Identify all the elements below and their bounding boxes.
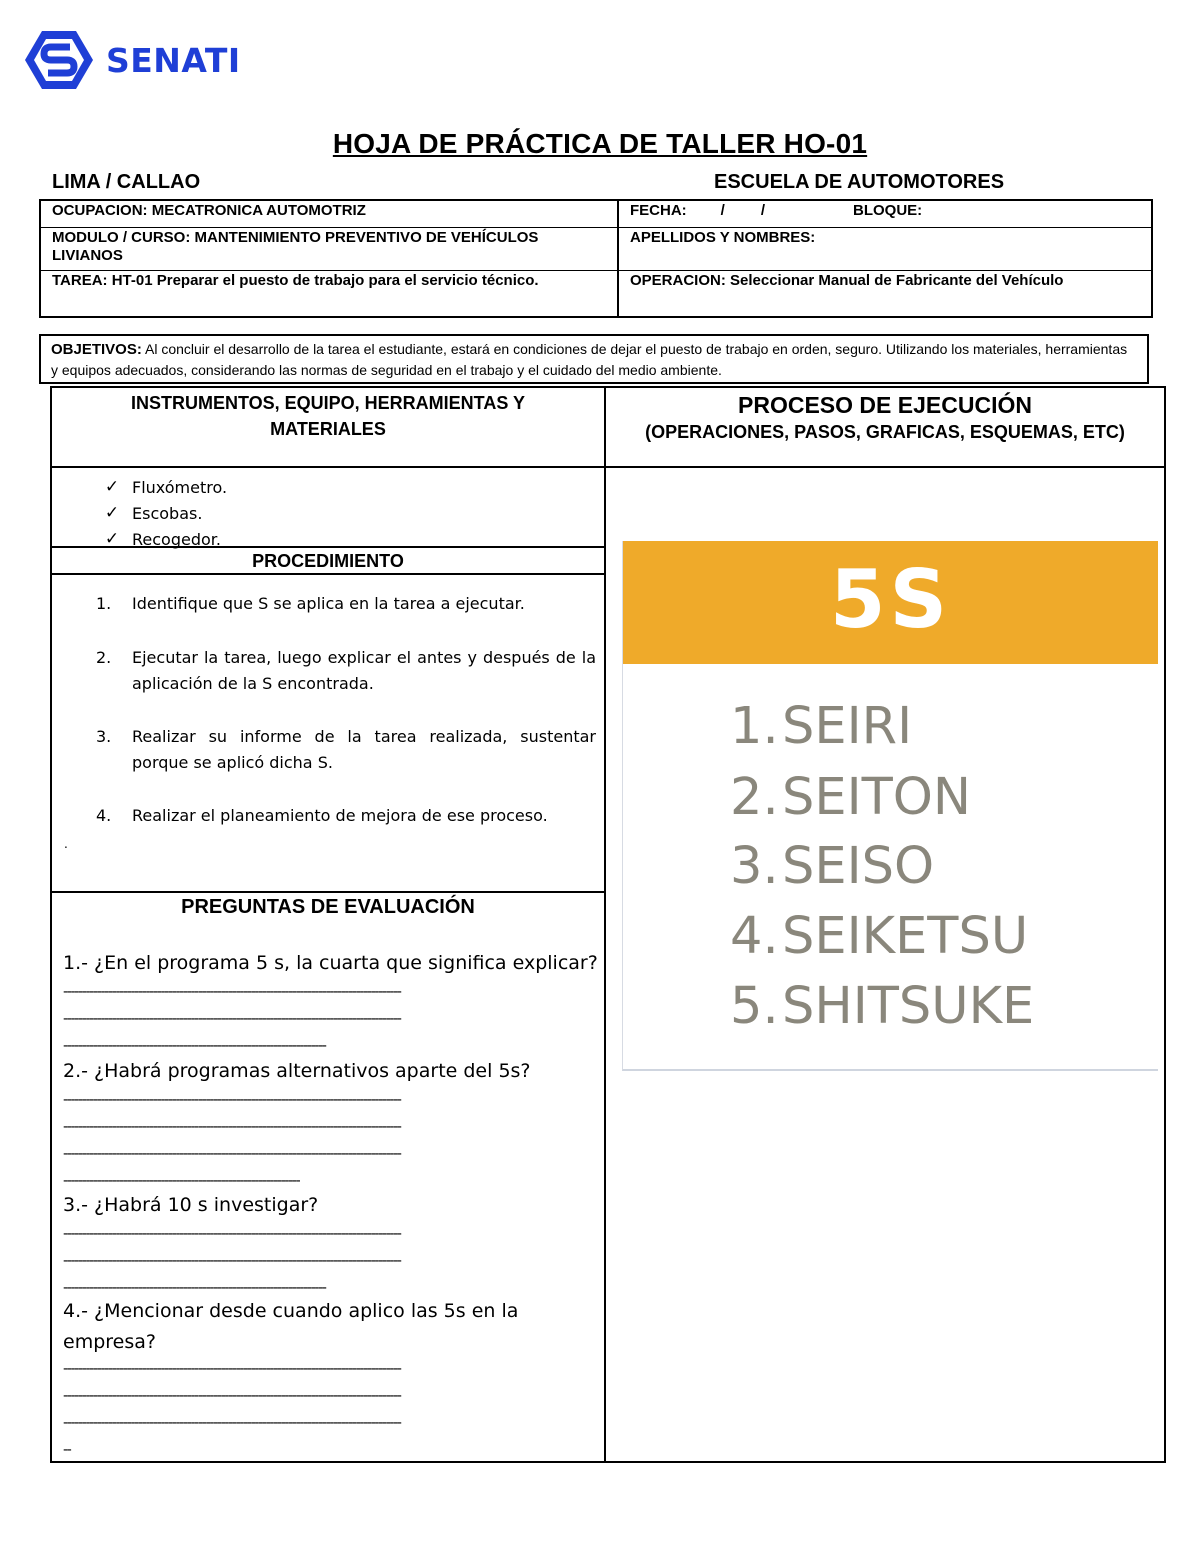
evaluacion-header: PREGUNTAS DE EVALUACIÓN <box>181 896 475 918</box>
answer-line: ------------------------------------------------------------------------------------------ <box>63 1253 401 1269</box>
procedimiento-steps <box>52 575 604 893</box>
step-text: Realizar su informe de la tarea realizada, sustentar porque se aplicó dicha S. <box>132 727 596 772</box>
instrumentos-header <box>52 388 604 468</box>
answer-line: ---------------------------------------------------------------------- <box>63 1038 326 1054</box>
five-s-name: SHITSUKE <box>782 977 1035 1036</box>
five-s-item <box>730 768 971 828</box>
answer-line: ------------------------------------------------------------------------------------------ <box>63 1011 401 1027</box>
step-number: 4. <box>96 806 112 825</box>
tarea-text: HT-01 Preparar el puesto de trabajo para el servicio técnico. <box>111 272 539 289</box>
five-s-name: SEIRI <box>782 697 913 756</box>
five-s-graphic <box>622 541 1158 1071</box>
step-item <box>96 645 596 697</box>
proceso-subtitle: (OPERACIONES, PASOS, GRAFICAS, ESQUEMAS, ETC) <box>645 422 1125 442</box>
answer-line: ------------------------------------------------------------------------------------------ <box>63 1146 401 1162</box>
procedimiento-header: PROCEDIMIENTO <box>52 550 604 575</box>
tarea-cell <box>41 271 619 316</box>
tool-name: Escobas. <box>132 503 203 523</box>
step-text: Ejecutar la tarea, luego explicar el antes y después de la aplicación de la S encontrada. <box>132 648 596 693</box>
five-s-number: 4. <box>730 907 779 966</box>
tools-list <box>52 470 604 548</box>
five-s-name: SEIKETSU <box>782 907 1029 966</box>
check-icon: ✓ <box>104 477 120 497</box>
answer-line: -- <box>63 1442 71 1458</box>
fecha-slash: / <box>760 202 766 219</box>
tarea-label: TAREA: <box>52 272 108 289</box>
logo-text: SENATI <box>106 40 241 80</box>
step-item <box>96 724 596 776</box>
five-s-item <box>730 837 934 897</box>
five-s-item <box>730 907 1028 967</box>
objetivos-box <box>39 334 1149 384</box>
apellidos-cell: APELLIDOS Y NOMBRES: <box>630 229 816 246</box>
main-table <box>50 386 1166 1463</box>
trailing-dot: . <box>64 837 68 851</box>
school-label: ESCUELA DE AUTOMOTORES <box>714 171 1005 193</box>
question-4-lines <box>63 1356 598 1464</box>
step-item <box>96 591 596 617</box>
tool-item <box>52 526 604 552</box>
answer-line: ------------------------------------------------------------------------------------------ <box>63 1388 401 1404</box>
info-row <box>41 201 1151 227</box>
ocupacion-cell: OCUPACION: MECATRONICA AUTOMOTRIZ <box>41 201 619 227</box>
answer-line: ------------------------------------------------------------------------------------------ <box>63 984 401 1000</box>
question-2 <box>63 1056 598 1195</box>
question-text: 4.- ¿Mencionar desde cuando aplico las 5s en la empresa? <box>63 1300 519 1353</box>
step-text: Identifique que S se aplica en la tarea a ejecutar. <box>132 594 525 613</box>
tool-name: Recogedor. <box>132 529 221 549</box>
question-1 <box>63 948 598 1060</box>
proceso-header <box>606 388 1164 468</box>
bloque-label: BLOQUE: <box>853 202 923 219</box>
tool-item <box>52 500 604 526</box>
document-title: HOJA DE PRÁCTICA DE TALLER HO-01 <box>332 128 868 159</box>
step-item <box>96 803 596 829</box>
fecha-slash: / <box>720 202 725 219</box>
senati-logo-icon <box>24 29 94 91</box>
instrumentos-header-line: MATERIALES <box>270 419 386 439</box>
info-table <box>39 199 1153 318</box>
question-3 <box>63 1190 598 1302</box>
five-s-item <box>730 977 1034 1037</box>
answer-line: ------------------------------------------------------------------------------------------ <box>63 1361 401 1377</box>
region-label: LIMA / CALLAO <box>52 171 201 193</box>
fecha-cell <box>619 201 1151 227</box>
proceso-title: PROCESO DE EJECUCIÓN <box>738 392 1032 418</box>
fecha-label: FECHA: <box>630 202 687 219</box>
five-s-item <box>730 697 912 757</box>
answer-line: ---------------------------------------------------------------------- <box>63 1280 326 1296</box>
step-number: 3. <box>96 727 112 746</box>
five-s-number: 3. <box>730 837 779 896</box>
question-text: 2.- ¿Habrá programas alternativos aparte del 5s? <box>63 1060 531 1082</box>
question-4 <box>63 1296 533 1358</box>
column-divider <box>604 388 606 1461</box>
five-s-name: SEITON <box>782 768 972 827</box>
five-s-number: 1. <box>730 697 779 756</box>
five-s-title: 5S <box>829 553 952 646</box>
objetivos-text: Al concluir el desarrollo de la tarea el estudiante, estará en condiciones de dejar el puesto de trabajo en orden, seguro. Utilizando los materiales, herramientas y equipos adecuados, considerando las normas de seguridad en el trabajo y el cuidado del medio ambiente. <box>51 341 1128 378</box>
tool-item <box>52 474 604 500</box>
info-row <box>41 227 1151 270</box>
operacion-label: OPERACION: <box>630 272 726 289</box>
step-text: Realizar el planeamiento de mejora de ese proceso. <box>132 806 548 825</box>
answer-line: ------------------------------------------------------------------------------------------ <box>63 1415 401 1431</box>
answer-line: --------------------------------------------------------------- <box>63 1173 300 1189</box>
answer-line: ------------------------------------------------------------------------------------------ <box>63 1092 401 1108</box>
step-number: 2. <box>96 648 112 667</box>
check-icon: ✓ <box>104 503 120 523</box>
five-s-number: 2. <box>730 768 779 827</box>
info-row <box>41 270 1151 316</box>
operacion-cell <box>619 271 1151 316</box>
step-number: 1. <box>96 594 112 613</box>
operacion-text: Seleccionar Manual de Fabricante del Vehículo <box>730 272 1064 289</box>
objetivos-label: OBJETIVOS: <box>51 341 142 358</box>
modulo-cell: MODULO / CURSO: MANTENIMIENTO PREVENTIVO DE VEHÍCULOS LIVIANOS <box>41 228 619 270</box>
tool-name: Fluxómetro. <box>132 477 228 497</box>
answer-line: ------------------------------------------------------------------------------------------ <box>63 1226 401 1242</box>
check-icon: ✓ <box>104 529 120 549</box>
answer-line: ------------------------------------------------------------------------------------------ <box>63 1119 401 1135</box>
five-s-name: SEISO <box>782 837 935 896</box>
question-text: 3.- ¿Habrá 10 s investigar? <box>63 1194 319 1216</box>
five-s-number: 5. <box>730 977 779 1036</box>
question-text: 1.- ¿En el programa 5 s, la cuarta que significa explicar? <box>63 952 598 974</box>
instrumentos-header-line: INSTRUMENTOS, EQUIPO, HERRAMIENTAS Y <box>130 393 526 413</box>
senati-logo <box>24 28 241 92</box>
